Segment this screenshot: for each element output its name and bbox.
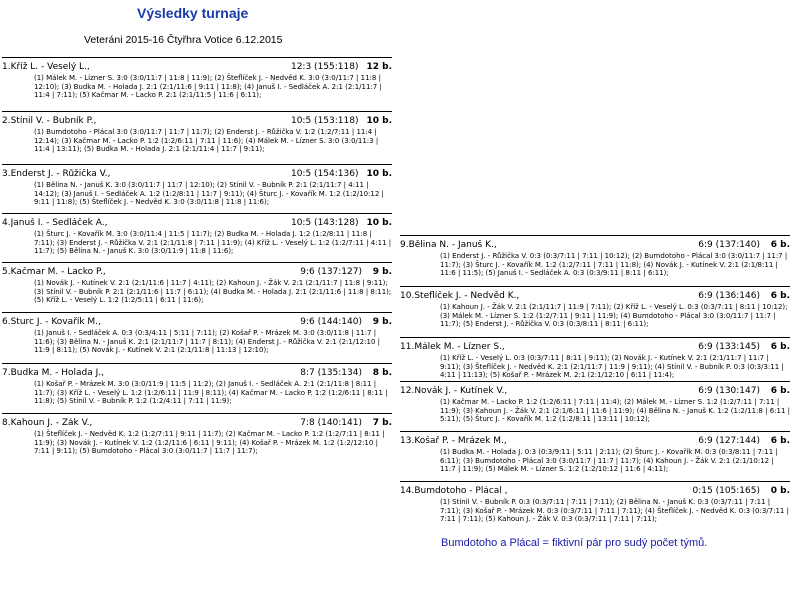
match-results: (1) Januš I. - Sedláček A. 0:3 (0:3/4:11 | 5:11 | 7:11); (2) Košař P. - Mrázek M. 3:0 (3:0/11:8 | 11:7 | 11:6); (3) Bělina N. - Januš K. 2:1 (2:1/11:7 | 11:7 | 8:11); (4) Enderst J. - Růžička V. 2:1 (2:1/12:10 | 11:9 | 8:11); (5) Novák J. - Kutínek V. 2:1 (2:1/11:8 | 11:13 | 12:10); (34, 329, 380, 355)
standing-entry (2, 164, 392, 207)
pair-name: Kahoun J. - Žák V., (10, 418, 93, 428)
match-results: (1) Kačmar M. - Lacko P. 1:2 (1:2/6:11 | 7:11 | 11:4); (2) Málek M. - Lízner S. 1:2 (1:2/7:11 | 7:11 | 11:9); (3) Kahoun J. - Žák V. 2:1 (2:1/6:11 | 11:6 | 11:9); (4) Bělina N. - Januš K. 1:2 (1:2/11:8 | 6:11 | 5:11); (5) Šturc J. - Kovařík M. 1:2 (1:2/8:11 | 13:11 | 10:12); (440, 398, 790, 424)
pair-name: Januš I. - Sedláček A., (10, 218, 108, 228)
match-results: (1) Bělina N. - Januš K. 3:0 (3:0/11:7 | 11:7 | 12:10); (2) Stínil V. - Bubník P. 2:1 (2:1/11:7 | 4:11 | 14:12); (3) Januš I. - Sedláček A. 1:2 (1:2/8:11 | 11:7 | 9:11); (4) Šturc J. - Kovařík M. 1:2 (1:2/10:12 | 9:11 | 11:8); (5) Šteflíček J. - Nedvěd K. 3:0 (3:0/11:8 | 11:8 | 11:6); (34, 181, 384, 207)
rank: 2. (2, 116, 11, 126)
rank: 3. (2, 169, 11, 179)
points: 10 b. (366, 218, 392, 228)
score: 10:5 (153:118) (290, 116, 359, 126)
pair-name: Bumdotoho - Plácal , (414, 486, 508, 496)
divider (2, 312, 392, 313)
standing-entry (400, 337, 790, 380)
pair-name: Kačmar M. - Lacko P., (10, 267, 106, 277)
pair-name: Málek M. - Lízner S., (414, 342, 505, 352)
points: 10 b. (366, 116, 392, 126)
score: 6:9 (130:147) (698, 386, 760, 396)
points: 9 b. (372, 267, 392, 277)
rank: 7. (2, 368, 11, 378)
pair-name: Kříž L. - Veselý L., (10, 62, 90, 72)
pair-name: Bělina N. - Januš K., (408, 240, 497, 250)
rank: 5. (2, 267, 11, 277)
score: 10:5 (154:136) (290, 169, 359, 179)
rank: 4. (2, 218, 11, 228)
standing-header (2, 368, 392, 379)
standing-entry (400, 481, 790, 524)
match-results: (1) Kříž L. - Veselý L. 0:3 (0:3/7:11 | 8:11 | 9:11); (2) Novák J. - Kutínek V. 2:1 (2:1/11:7 | 11:7 | 9:11); (3) Šteflíček J. - Nedvěd K. 2:1 (2:1/11:7 | 11:9 | 9:11); (4) Stínil V. - Bubník P. 0:3 (0:3/3:11 | 4:11 | 11:13); (5) Košař P. - Mrázek M. 2:1 (2:1/12:10 | 6:11 | 11:4); (440, 354, 784, 380)
standing-entry (2, 57, 392, 100)
score: 6:9 (127:144) (698, 436, 760, 446)
points: 6 b. (770, 436, 790, 446)
score: 7:8 (140:141) (300, 418, 362, 428)
score: 6:9 (137:140) (698, 240, 760, 250)
match-results: (1) Košař P. - Mrázek M. 3:0 (3:0/11:9 | 11:5 | 11:2); (2) Januš I. - Sedláček A. 2:1 (2:1/11:8 | 8:11 | 11:7); (3) Kříž L. - Veselý L. 1:2 (1:2/6:11 | 11:9 | 8:11); (4) Kačmar M. - Lacko P. 1:2 (1:2/6:11 | 8:11 | 11:8); (5) Stínil V. - Bubník P. 1:2 (1:2/4:11 | 7:11 | 11:9); (34, 380, 388, 406)
footnote: Bumdotoho a Plácal = fiktivní pár pro sudý počet týmů. (441, 537, 708, 549)
standing-entry (2, 213, 392, 256)
score: 9:6 (144:140) (300, 317, 362, 327)
standing-header (2, 418, 392, 429)
divider (400, 286, 790, 287)
standing-header (400, 342, 790, 353)
standing-header (400, 240, 790, 251)
standing-header (2, 218, 392, 229)
match-results: (1) Stínil V. - Bubník P. 0:3 (0:3/7:11 | 7:11 | 7:11); (2) Bělina N. - Januš K. 0:3 (0:3/7:11 | 7:11 | 7:11); (3) Košař P. - Mrázek M. 0:3 (0:3/7:11 | 7:11 | 7:11); (4) Šteflíček J. - Nedvěd K. 0:3 (0:3/7:11 | 7:11 | 7:11); (5) Kahoun J. - Žák V. 0:3 (0:3/7:11 | 7:11 | 7:11); (440, 498, 789, 524)
points: 8 b. (372, 368, 392, 378)
points: 12 b. (366, 62, 392, 72)
rank: 10. (400, 291, 415, 301)
points: 6 b. (770, 240, 790, 250)
rank: 11. (400, 342, 415, 352)
standing-header (400, 486, 790, 497)
pair-name: Šturc J. - Kovařík M., (10, 317, 101, 327)
divider (2, 57, 392, 58)
standing-header (400, 291, 790, 302)
match-results: (1) Enderst J. - Růžička V. 0:3 (0:3/7:11 | 7:11 | 10:12); (2) Bumdotoho - Plácal 3:0 (3:0/11:7 | 11:7 | 11:7); (3) Šturc J. - Kovařík M. 1:2 (1:2/7:11 | 7:11 | 11:8); (4) Novák J. - Kutínek V. 2:1 (2:1/8:11 | 11:6 | 11:5); (5) Januš I. - Sedláček A. 0:3 (0:3/9:11 | 8:11 | 6:11); (440, 252, 788, 278)
rank: 6. (2, 317, 11, 327)
rank: 13. (400, 436, 415, 446)
pair-name: Stínil V. - Bubník P., (10, 116, 97, 126)
match-results: (1) Šteflíček J. - Nedvěd K. 1:2 (1:2/7:11 | 9:11 | 11:7); (2) Kačmar M. - Lacko P. 1:2 (1:2/7:11 | 8:11 | 11:9); (3) Novák J. - Kutínek V. 1:2 (1:2/11:6 | 6:11 | 9:11); (4) Košař P. - Mrázek M. 1:2 (1:2/12:10 | 7:11 | 9:11); (5) Bumdotoho - Plácal 3:0 (3:0/11:7 | 11:7 | 11:7); (34, 430, 385, 456)
standing-header (2, 116, 392, 127)
match-results: (1) Kahoun J. - Žák V. 2:1 (2:1/11:7 | 11:9 | 7:11); (2) Kříž L. - Veselý L. 0:3 (0:3/7:11 | 8:11 | 10:12); (3) Málek M. - Lízner S. 1:2 (1:2/7:11 | 9:11 | 11:9); (4) Bumdotoho - Plácal 3:0 (3:0/11:7 | 11:7 | 11:7); (5) Enderst J. - Růžička V. 0:3 (0:3/8:11 | 8:11 | 6:11); (440, 303, 788, 329)
points: 9 b. (372, 317, 392, 327)
score: 9:6 (137:127) (300, 267, 362, 277)
pair-name: Šteflíček J. - Nedvěd K., (414, 291, 520, 301)
standing-header (400, 436, 790, 447)
match-results: (1) Šturc J. - Kovařík M. 3:0 (3:0/11:4 | 11:5 | 11:7); (2) Budka M. - Holada J. 1:2 (1:2/8:11 | 11:8 | 7:11); (3) Enderst J. - Růžička V. 2:1 (2:1/11:8 | 7:11 | 11:9); (4) Kříž L. - Veselý L. 1:2 (1:2/7:11 | 4:11 | 11:7); (5) Bělina N. - Januš K. 3:0 (3:0/11:9 | 11:8 | 11:6); (34, 230, 392, 256)
score: 12:3 (155:118) (290, 62, 359, 72)
points: 6 b. (770, 386, 790, 396)
rank: 12. (400, 386, 415, 396)
pair-name: Enderst J. - Růžička V., (10, 169, 111, 179)
standing-entry (400, 286, 790, 329)
rank: 1. (2, 62, 11, 72)
divider (400, 235, 790, 236)
rank: 9. (400, 240, 409, 250)
standing-header (400, 386, 790, 397)
rank: 8. (2, 418, 11, 428)
divider (2, 262, 392, 263)
score: 6:9 (136:146) (698, 291, 760, 301)
pair-name: Novák J. - Kutínek V., (414, 386, 508, 396)
standing-header (2, 317, 392, 328)
standing-header (2, 169, 392, 180)
divider (400, 481, 790, 482)
points: 10 b. (366, 169, 392, 179)
points: 6 b. (770, 342, 790, 352)
match-results: (1) Málek M. - Lízner S. 3:0 (3:0/11:7 | 11:8 | 11:9); (2) Šteflíček J. - Nedvěd K. 3:0 (3:0/11:7 | 11:8 | 12:10); (3) Budka M. - Holada J. 2:1 (2:1/11:6 | 9:11 | 11:8); (4) Januš I. - Sedláček A. 2:1 (2:1/11:7 | 11:4 | 7:11); (5) Kačmar M. - Lacko P. 2:1 (2:1/11:5 | 11:6 | 6:11); (34, 74, 382, 100)
points: 0 b. (770, 486, 790, 496)
divider (2, 164, 392, 165)
rank: 14. (400, 486, 415, 496)
standing-entry (2, 312, 392, 355)
score: 0:15 (105:165) (692, 486, 760, 496)
standing-header (2, 62, 392, 73)
divider (400, 381, 790, 382)
score: 6:9 (133:145) (698, 342, 760, 352)
score: 10:5 (143:128) (290, 218, 359, 228)
divider (2, 213, 392, 214)
standing-entry (400, 381, 790, 424)
tournament-subtitle: Veteráni 2015-16 Čtyřhra Votice 6.12.2015 (84, 34, 283, 46)
divider (2, 111, 392, 112)
points: 7 b. (372, 418, 392, 428)
divider (2, 363, 392, 364)
divider (2, 413, 392, 414)
standing-entry (400, 431, 790, 474)
standing-entry (2, 111, 392, 154)
page-title: Výsledky turnaje (137, 5, 249, 21)
pair-name: Košař P. - Mrázek M., (414, 436, 507, 446)
pair-name: Budka M. - Holada J., (10, 368, 104, 378)
match-results: (1) Bumdotoho - Plácal 3:0 (3:0/11:7 | 11:7 | 11:7); (2) Enderst J. - Růžička V. 1:2 (1:2/7:11 | 11:4 | 12:14); (3) Kačmar M. - Lacko P. 1:2 (1:2/6:11 | 7:11 | 11:6); (4) Málek M. - Lízner S. 3:0 (3:0/11:3 | 11:4 | 13:11); (5) Budka M. - Holada J. 2:1 (2:1/11:4 | 11:7 | 9:11); (34, 128, 379, 154)
score: 8:7 (135:134) (300, 368, 362, 378)
divider (400, 337, 790, 338)
match-results: (1) Budka M. - Holada J. 0:3 (0:3/9:11 | 5:11 | 2:11); (2) Šturc J. - Kovařík M. 0:3 (0:3/8:11 | 7:11 | 6:11); (3) Bumdotoho - Plácal 3:0 (3:0/11:7 | 11:7 | 11:7); (4) Kahoun J. - Žák V. 2:1 (2:1/10:12 | 11:7 | 11:9); (5) Málek M. - Lízner S. 1:2 (1:2/10:12 | 11:6 | 4:11); (440, 448, 778, 474)
points: 6 b. (770, 291, 790, 301)
standing-entry (2, 262, 392, 305)
standing-entry (2, 413, 392, 456)
standing-entry (2, 363, 392, 406)
match-results: (1) Novák J. - Kutínek V. 2:1 (2:1/11:6 | 11:7 | 4:11); (2) Kahoun J. - Žák V. 2:1 (2:1/11:7 | 11:8 | 9:11); (3) Stínil V. - Bubník P. 2:1 (2:1/11:6 | 11:7 | 6:11); (4) Budka M. - Holada J. 2:1 (2:1/11:6 | 11:8 | 8:11); (5) Kříž L. - Veselý L. 1:2 (1:2/5:11 | 6:11 | 11:6); (34, 279, 392, 305)
standing-header (2, 267, 392, 278)
divider (400, 431, 790, 432)
standing-entry (400, 235, 790, 278)
